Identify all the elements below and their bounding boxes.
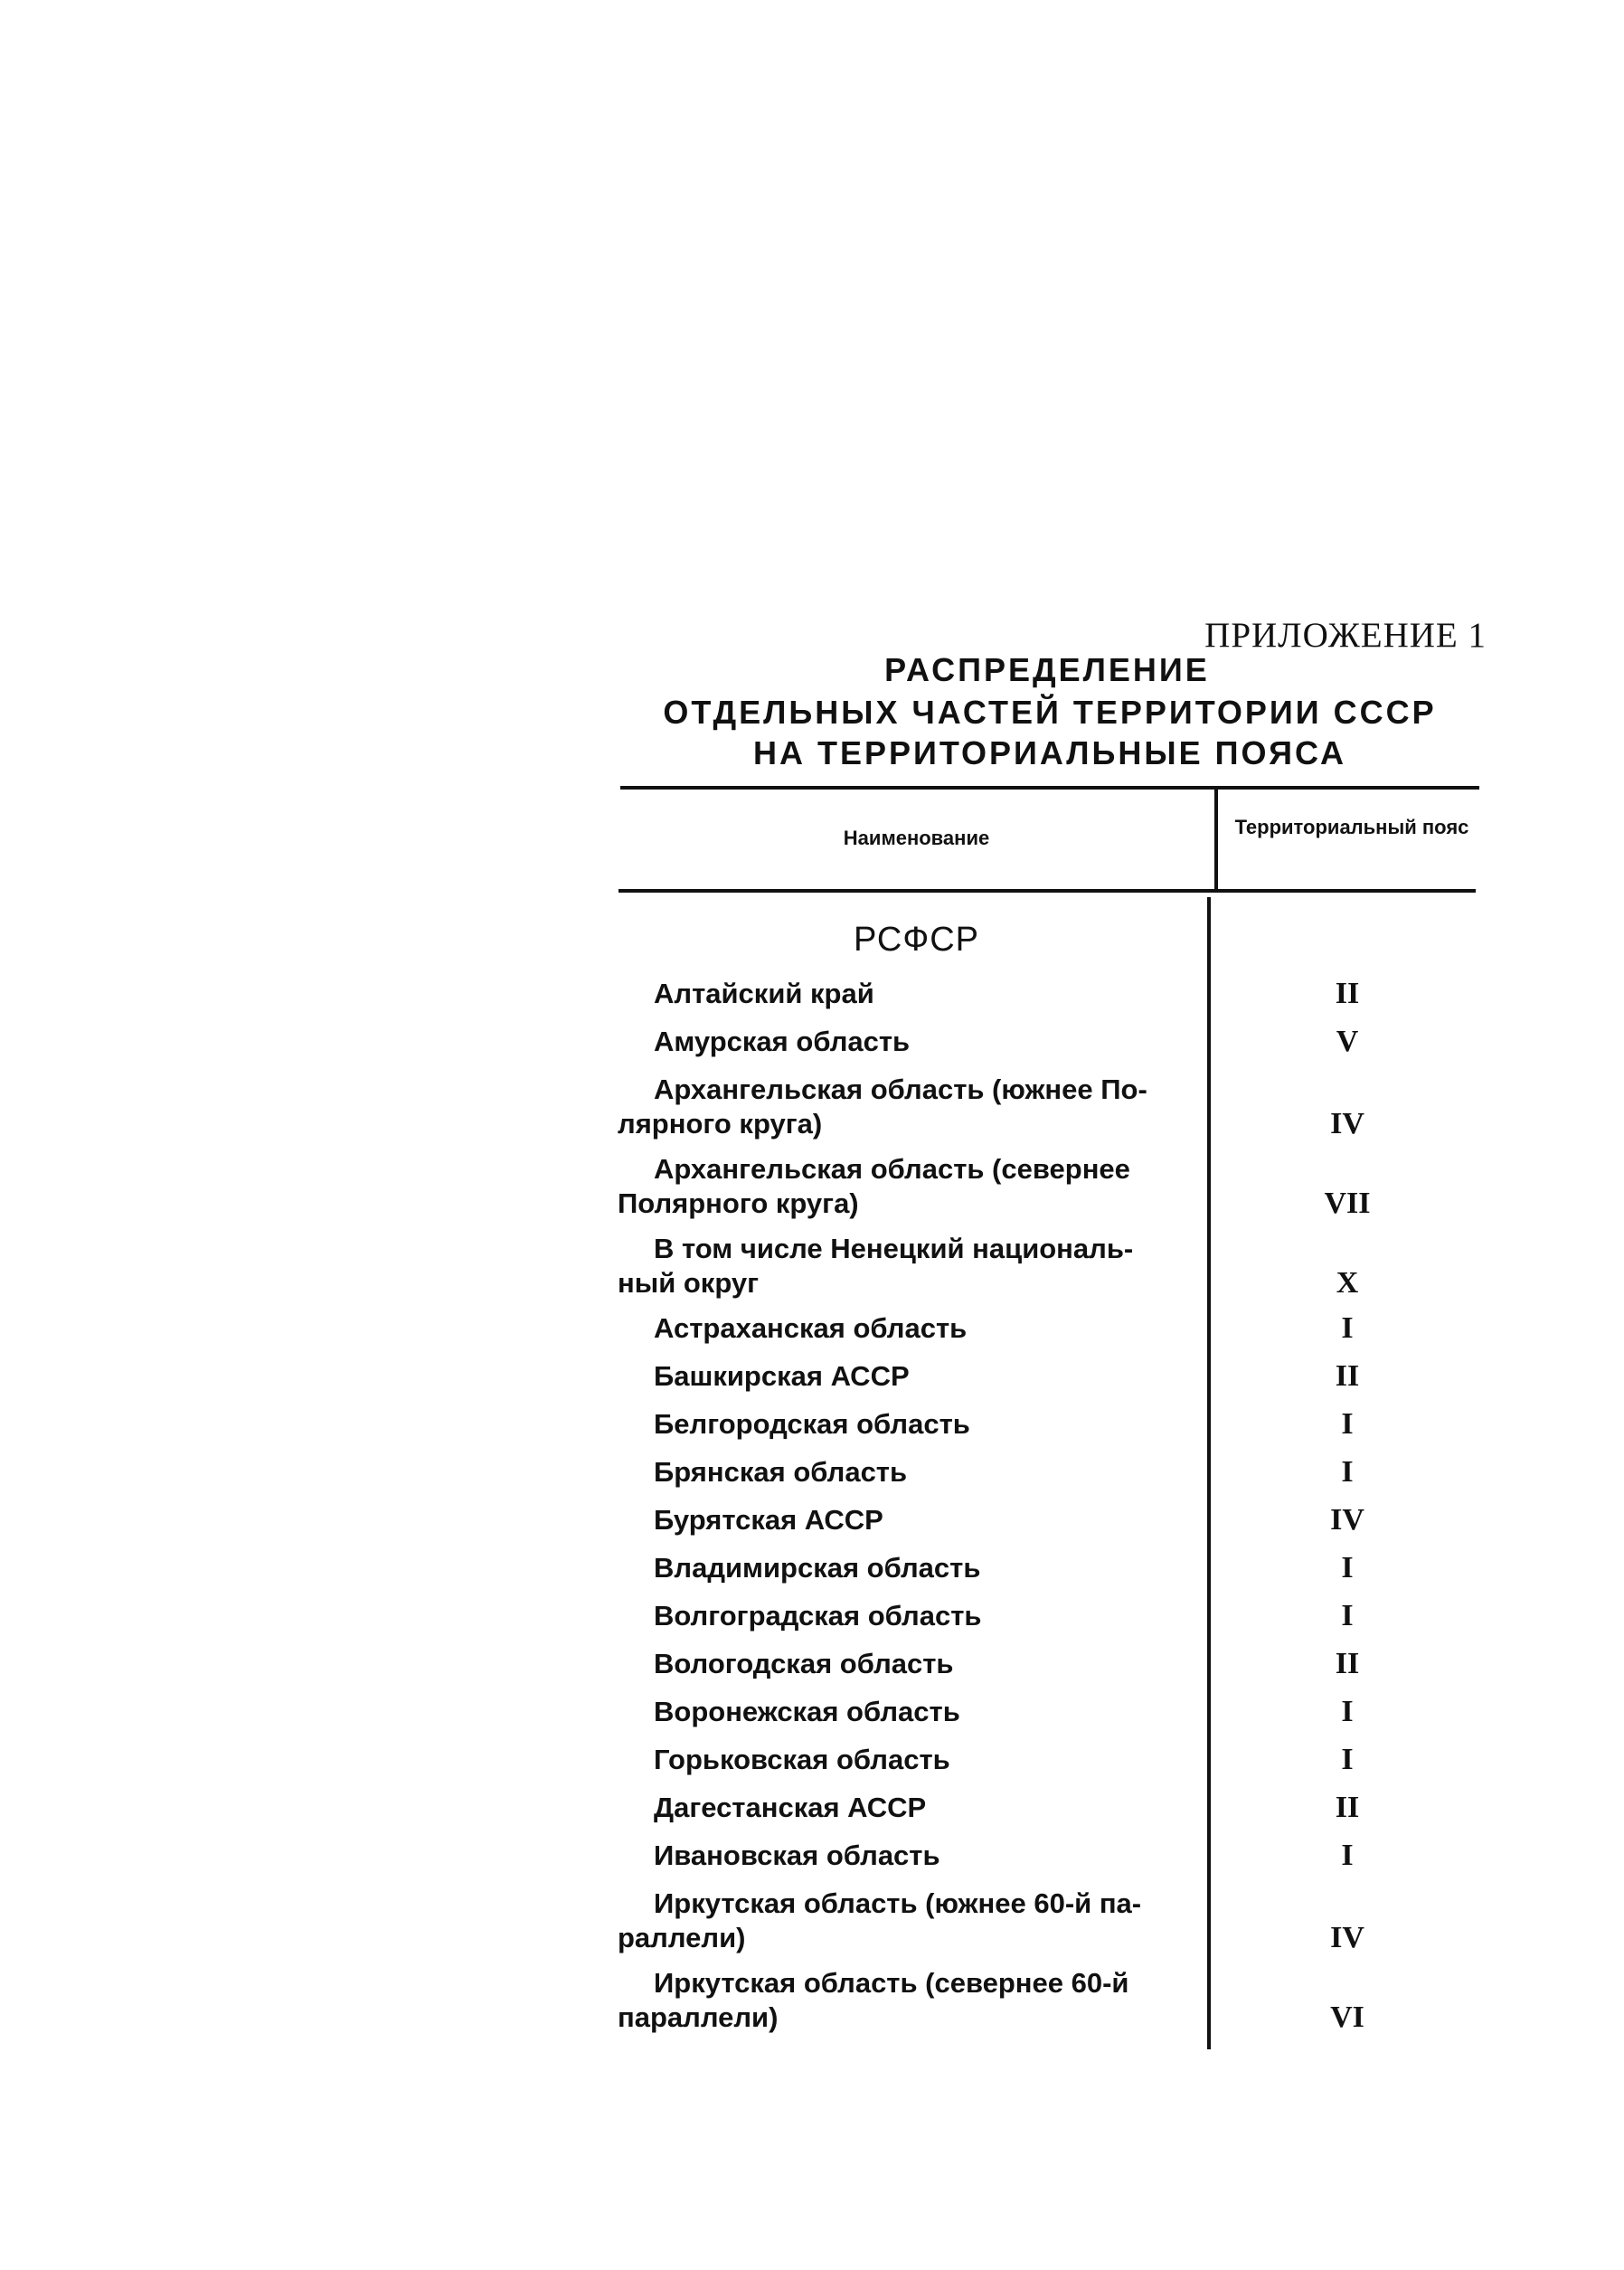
row-belt: I xyxy=(1341,1599,1354,1632)
row-name-text: Бурятская АССР xyxy=(654,1504,883,1536)
row-name-line-2: лярного круга) xyxy=(618,1108,823,1140)
row-name xyxy=(618,1025,1196,1059)
document-title-line-3: НА ТЕРРИТОРИАЛЬНЫЕ ПОЯСА xyxy=(752,734,1347,771)
row-name xyxy=(618,1966,1196,2035)
row-name-text: Башкирская АССР xyxy=(654,1360,910,1392)
row-belt: II xyxy=(1335,1791,1360,1824)
column-header-name: Наименование xyxy=(843,827,990,849)
row-name xyxy=(618,1791,1196,1825)
row-name-text: Воронежская область xyxy=(654,1696,960,1727)
row-name xyxy=(618,1551,1196,1585)
appendix-label: ПРИЛОЖЕНИЕ 1 xyxy=(1204,616,1487,655)
row-belt: IV xyxy=(1330,1921,1364,1954)
row-name xyxy=(618,1311,1196,1346)
row-name-line-2: параллели) xyxy=(618,2001,779,2033)
row-name xyxy=(618,1232,1196,1301)
row-name xyxy=(618,1743,1196,1777)
header-column-divider xyxy=(1214,788,1218,889)
row-belt: IV xyxy=(1330,1107,1364,1140)
row-belt: IV xyxy=(1330,1503,1364,1537)
row-name xyxy=(618,1839,1196,1873)
row-belt: II xyxy=(1335,1647,1360,1680)
section-heading: РСФСР xyxy=(853,921,980,959)
row-name-line-1: Архангельская область (севернее xyxy=(654,1153,1130,1185)
row-belt: I xyxy=(1341,1839,1354,1872)
row-belt: VII xyxy=(1324,1187,1371,1220)
row-name-line-1: Иркутская область (южнее 60-й па- xyxy=(654,1887,1142,1919)
row-name xyxy=(618,1152,1196,1221)
row-belt: X xyxy=(1336,1266,1359,1300)
row-name xyxy=(618,1887,1196,1955)
row-name-text: Владимирская область xyxy=(654,1552,981,1584)
row-name xyxy=(618,1455,1196,1490)
row-name-line-1: Архангельская область (южнее По- xyxy=(654,1074,1147,1105)
row-name-line-2: ный округ xyxy=(618,1267,759,1299)
table-top-rule xyxy=(620,786,1479,790)
row-belt: II xyxy=(1335,1359,1360,1393)
row-name-text: Горьковская область xyxy=(654,1744,950,1775)
body-column-divider xyxy=(1207,897,1211,2049)
row-belt: V xyxy=(1336,1025,1359,1058)
row-belt: II xyxy=(1335,977,1360,1010)
row-name-text: Астраханская область xyxy=(654,1312,968,1344)
row-belt: VI xyxy=(1330,2000,1364,2034)
row-belt: I xyxy=(1341,1407,1354,1441)
row-name-text: Брянская область xyxy=(654,1456,908,1488)
row-name xyxy=(618,1407,1196,1442)
document-title-line-2: ОТДЕЛЬНЫХ ЧАСТЕЙ ТЕРРИТОРИИ СССР xyxy=(663,694,1437,731)
row-belt: I xyxy=(1341,1695,1354,1728)
row-name-line-1: В том числе Ненецкий националь- xyxy=(654,1233,1134,1264)
row-name xyxy=(618,1073,1196,1141)
row-name xyxy=(618,1599,1196,1633)
column-header-belt: Территориальный пояс xyxy=(1234,816,1469,838)
row-name xyxy=(618,1503,1196,1537)
row-name-line-1: Иркутская область (севернее 60-й xyxy=(654,1967,1129,1999)
row-belt: I xyxy=(1341,1743,1354,1776)
document-title-line-1: РАСПРЕДЕЛЕНИЕ xyxy=(884,651,1210,688)
row-name-text: Ивановская область xyxy=(654,1840,940,1871)
row-name-text: Алтайский край xyxy=(654,978,874,1009)
row-name-text: Белгородская область xyxy=(654,1408,970,1440)
row-name-text: Волгоградская область xyxy=(654,1600,982,1632)
row-name-line-2: раллели) xyxy=(618,1922,746,1953)
row-belt: I xyxy=(1341,1455,1354,1489)
row-name xyxy=(618,977,1196,1011)
row-name xyxy=(618,1647,1196,1681)
row-name xyxy=(618,1359,1196,1394)
row-belt: I xyxy=(1341,1551,1354,1584)
row-name-line-2: Полярного круга) xyxy=(618,1187,859,1219)
row-name-text: Дагестанская АССР xyxy=(654,1792,927,1823)
row-name-text: Амурская область xyxy=(654,1026,911,1057)
row-name xyxy=(618,1695,1196,1729)
row-name-text: Вологодская область xyxy=(654,1648,954,1679)
row-belt: I xyxy=(1341,1311,1354,1345)
header-bottom-rule xyxy=(618,889,1476,893)
